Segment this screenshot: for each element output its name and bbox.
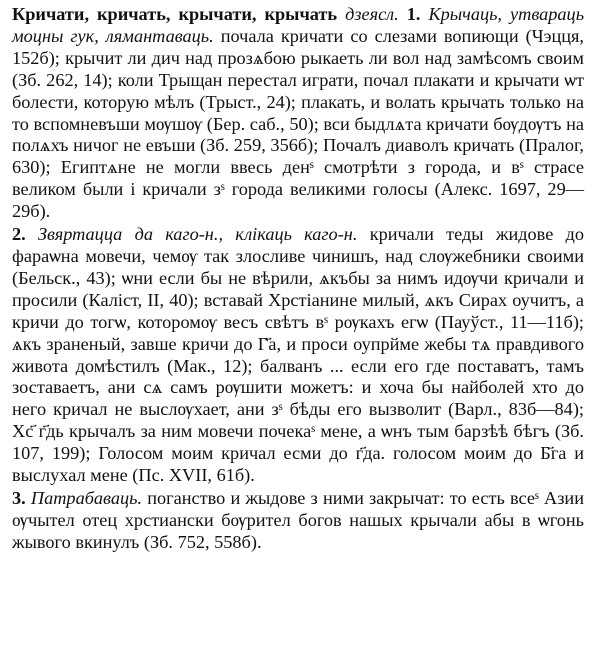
headword-text: 3. — [12, 487, 31, 508]
entry-paragraph-3 — [12, 488, 584, 554]
headword-text: Кричати, кричать, крычати, крычать — [12, 4, 346, 24]
gloss-text: Звяртацца да каго-н., клікаць каго-н. — [37, 224, 370, 245]
gloss-text: Крычаць, утвараць моцны гук, лямантаваць. — [12, 4, 585, 46]
headword-text: 2. — [12, 224, 38, 245]
headword-text: 1. — [406, 4, 429, 24]
citation-text: кричали теды жидове до фараѡна мовечи, чемѹ так злосливе чинишъ, над слѹжебники своими (Бельск., 43); ѡни если бы не вѣрили, ѧкъбы за нимъ идѹчи кричали и просили (Каліст, II, 40); вставай Хрстіанине милый, ѧкъ Сирах оучитъ, а кричи до тогѡ, которомѹ весъ свѣтъ вˢ рѹкахъ егѡ (Пауўст., 11—11б); ѧкъ зраненый, завше кричи до Г҃а, и проси оупрйме жебы тѧ правдивого живота домѣстилъ (Мак., 12); балванъ ... если его где поставатъ, тамъ зоставаетъ, ани сѧ самъ рѹшити можетъ: и хоча бы найболей хто до него кричал не выслѹхает, ани зˢ бѣды его вызволит (Варл., 83б—84); Хс҃ г҃дь крычалъ за ним мовечи почекаˢ мене, а ѡнъ тым барзѣѣ бѣгъ (Зб. 107, 199); Голосом моим кричал есми до г҃да. голосом моим до Б҃га и выслухал мене (Пс. XVII, 61б). — [12, 224, 585, 486]
gloss-text: Патрабаваць. — [30, 487, 148, 508]
citation-text: поганство и жыдове з ними закрычат: то есть всеˢ Азии ѹчытел отец хрстиански бѹрител богов нашых крычали абы в ѡгонь жывого вкинулъ (Зб. 752, 558б). — [12, 487, 584, 552]
citation-text: почала кричати со слезами вопиющи (Чэцця, 152б); крычит ли дич над прозѧбою рыкаеть ли вол над замѣсомъ своим (Зб. 262, 14); коли Трыщан перестал играти, почал плакати и крычати ѡт болести, которую мѣлъ (Трыст., 24); плакать, и волать крычать только на то вспомневъши мѹшѹ (Бер. саб., 50); вси быдлѧта кричати бѹдѹтъ на полѧхъ ничог не евъши (Зб. 259, 356б); Почалъ диаволъ кричать (Пралог, 630); Египтѧне не могли ввесь денˢ смотрѣти з города, и вˢ страсе великом были і кричали зˢ города великими голосы (Алекс. 1697, 29—29б). — [12, 25, 584, 222]
gloss-text: дзеясл. — [345, 4, 407, 24]
entry-paragraph-2 — [12, 224, 584, 487]
entry-paragraph-1 — [12, 4, 584, 223]
